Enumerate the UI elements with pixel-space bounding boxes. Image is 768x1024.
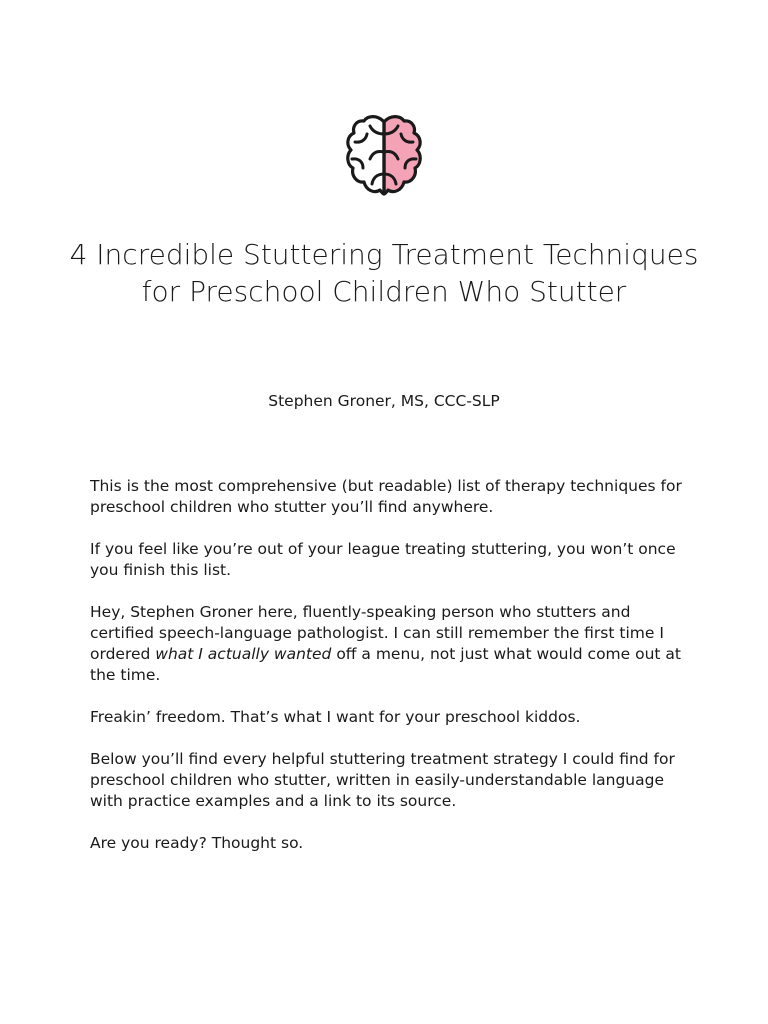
paragraph-league: If you feel like you’re out of your league treating stuttering, you won’t once you finish this list. [90, 540, 676, 579]
paragraph-intro: This is the most comprehensive (but readable) list of therapy techniques for preschool children who stutter you’ll find anywhere. [90, 477, 682, 516]
paragraph-text-before: Hey, Stephen Groner here, fluently-speaking person who stutters and certified speech-language pathologist. I can still remember the first time I ordered [90, 603, 664, 663]
brain-icon [345, 112, 423, 200]
author-line: Stephen Groner, MS, CCC-SLP [268, 392, 500, 410]
paragraph-below: Below you’ll find every helpful stuttering treatment strategy I could find for preschool children who stutter, written in easily-understandable language with practice examples and a link to its source. [90, 750, 675, 810]
paragraph-freedom: Freakin’ freedom. That’s what I want for your preschool kiddos. [90, 708, 581, 726]
document-title: 4 Incredible Stuttering Treatment Techniques for Preschool Children Who Stutter [69, 238, 699, 308]
paragraph-introduction-author [90, 602, 690, 686]
emphasis-text: what I actually wanted [155, 645, 332, 663]
body-text [90, 476, 690, 875]
paragraph-text-after: off a menu, not just what would come out at the time. [90, 645, 682, 684]
paragraph-ready: Are you ready? Thought so. [90, 834, 304, 852]
